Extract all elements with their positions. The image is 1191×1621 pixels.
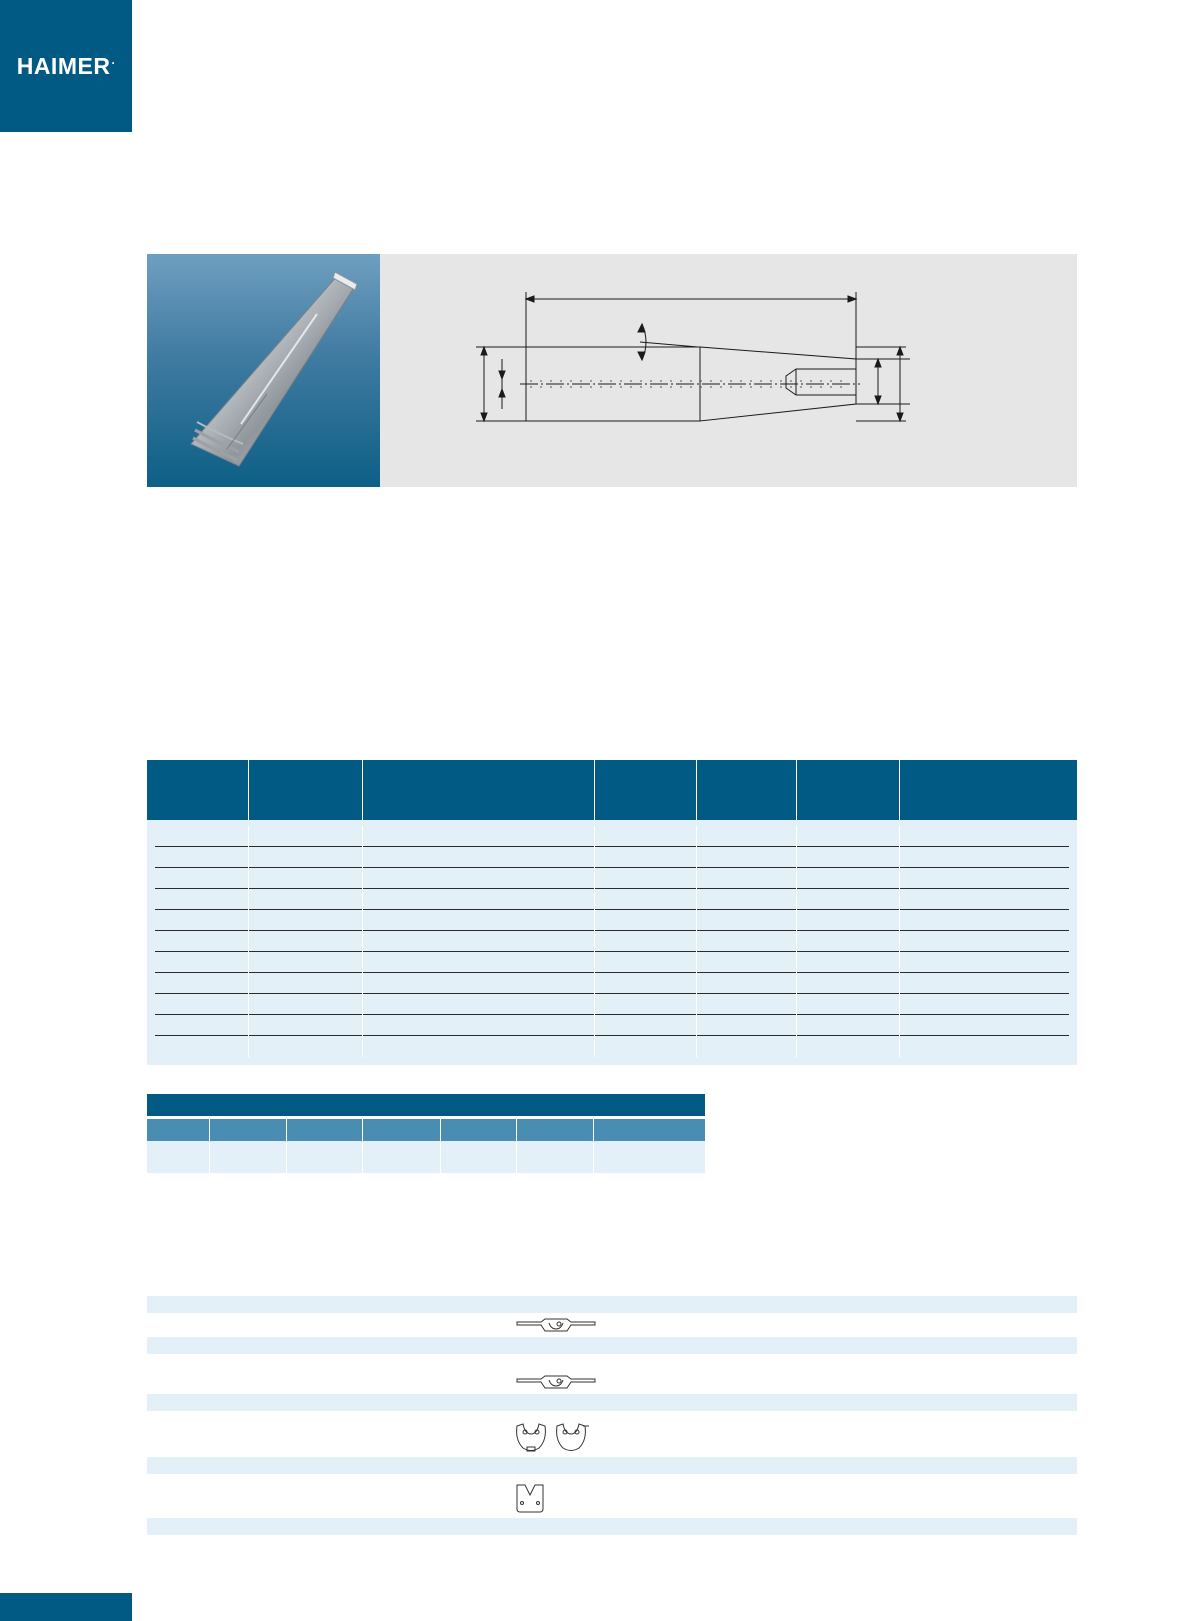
accessory-subheader-cell [147,1119,210,1141]
table-cell [697,952,797,973]
table-cell [147,868,249,889]
table-cell [147,1015,249,1036]
table-cell [697,931,797,952]
table-row [147,973,1077,994]
table-cell [797,868,900,889]
accessory-value-cell [147,1141,210,1173]
spec-table-header [147,760,1077,820]
table-cell [900,847,1077,868]
spec-header-cell [797,760,900,820]
list-stripe [147,1296,1077,1313]
table-cell [797,847,900,868]
table-cell [697,868,797,889]
accessory-table-values [147,1141,705,1173]
dimension-drawing [380,254,1077,487]
table-cell [697,847,797,868]
table-cell [249,868,363,889]
table-cell [249,973,363,994]
accessory-value-cell [441,1141,517,1173]
table-cell [595,994,697,1015]
table-cell [900,931,1077,952]
table-cell [249,826,363,847]
table-cell [697,1015,797,1036]
table-row [147,1036,1077,1057]
table-cell [697,1036,797,1057]
table-cell [363,952,595,973]
spec-header-cell [697,760,797,820]
list-stripe [147,1518,1077,1535]
table-cell [697,910,797,931]
table-cell [147,994,249,1015]
footer-bar [0,1593,132,1621]
table-cell [147,889,249,910]
table-cell [147,1036,249,1057]
insert-holder-pair-icon [513,1420,597,1454]
table-cell [797,889,900,910]
table-row [147,889,1077,910]
v-block-insert-icon [513,1481,547,1515]
table-cell [697,994,797,1015]
table-cell [797,826,900,847]
accessory-value-cell [363,1141,441,1173]
table-cell [249,994,363,1015]
table-cell [697,973,797,994]
clamping-wrench-icon [515,1316,597,1334]
table-cell [595,931,697,952]
table-row [147,952,1077,973]
table-cell [797,952,900,973]
table-cell [697,826,797,847]
table-cell [249,910,363,931]
table-cell [797,973,900,994]
spec-header-cell [249,760,363,820]
brand-logo-box [0,0,132,132]
list-stripe [147,1394,1077,1411]
table-cell [797,994,900,1015]
table-cell [249,931,363,952]
table-cell [363,910,595,931]
table-cell [595,847,697,868]
spec-table [147,760,1077,1065]
table-cell [595,889,697,910]
table-cell [900,826,1077,847]
table-row [147,931,1077,952]
table-cell [147,931,249,952]
accessory-value-cell [287,1141,363,1173]
table-cell [147,910,249,931]
table-row [147,868,1077,889]
accessory-value-cell [594,1141,705,1173]
brand-logo: HAIMER. [16,52,116,79]
table-cell [249,1036,363,1057]
accessory-table-title [147,1094,705,1116]
list-stripe [147,1337,1077,1354]
table-cell [797,1015,900,1036]
table-cell [900,910,1077,931]
spec-header-cell [900,760,1077,820]
table-row [147,847,1077,868]
table-row [147,910,1077,931]
table-cell [595,826,697,847]
table-cell [595,910,697,931]
accessory-subheader-cell [210,1119,287,1141]
table-cell [147,973,249,994]
table-cell [595,973,697,994]
table-cell [797,910,900,931]
spec-header-cell [363,760,595,820]
table-row [147,994,1077,1015]
accessory-subheader-cell [363,1119,441,1141]
spec-header-cell [147,760,249,820]
accessory-subheader-cell [594,1119,705,1141]
table-cell [595,952,697,973]
clamping-wrench-icon [515,1373,597,1391]
table-cell [900,1036,1077,1057]
spec-table-body [147,820,1077,1065]
table-cell [363,931,595,952]
table-cell [147,826,249,847]
accessory-value-cell [210,1141,287,1173]
table-cell [147,952,249,973]
table-cell [249,847,363,868]
table-cell [595,868,697,889]
table-cell [363,994,595,1015]
table-cell [363,847,595,868]
technical-drawing [380,254,1077,487]
table-cell [249,889,363,910]
table-cell [249,952,363,973]
table-cell [900,952,1077,973]
accessory-table [147,1094,705,1173]
table-cell [363,1036,595,1057]
table-row [147,826,1077,847]
table-cell [900,868,1077,889]
table-cell [595,1015,697,1036]
list-stripe [147,1457,1077,1474]
accessory-subheader-cell [517,1119,594,1141]
table-row [147,1015,1077,1036]
accessory-value-cell [517,1141,594,1173]
table-cell [249,1015,363,1036]
table-cell [363,1015,595,1036]
table-cell [797,931,900,952]
table-cell [595,1036,697,1057]
table-cell [900,1015,1077,1036]
table-cell [363,826,595,847]
accessory-table-subheader [147,1119,705,1141]
product-photo [147,254,380,487]
table-cell [900,973,1077,994]
table-cell [147,847,249,868]
table-cell [900,889,1077,910]
table-cell [697,889,797,910]
shrink-extension-image [147,254,380,487]
table-cell [363,868,595,889]
accessory-subheader-cell [287,1119,363,1141]
table-cell [900,994,1077,1015]
table-cell [363,973,595,994]
accessory-subheader-cell [441,1119,517,1141]
table-cell [797,1036,900,1057]
table-cell [363,889,595,910]
spec-header-cell [595,760,697,820]
